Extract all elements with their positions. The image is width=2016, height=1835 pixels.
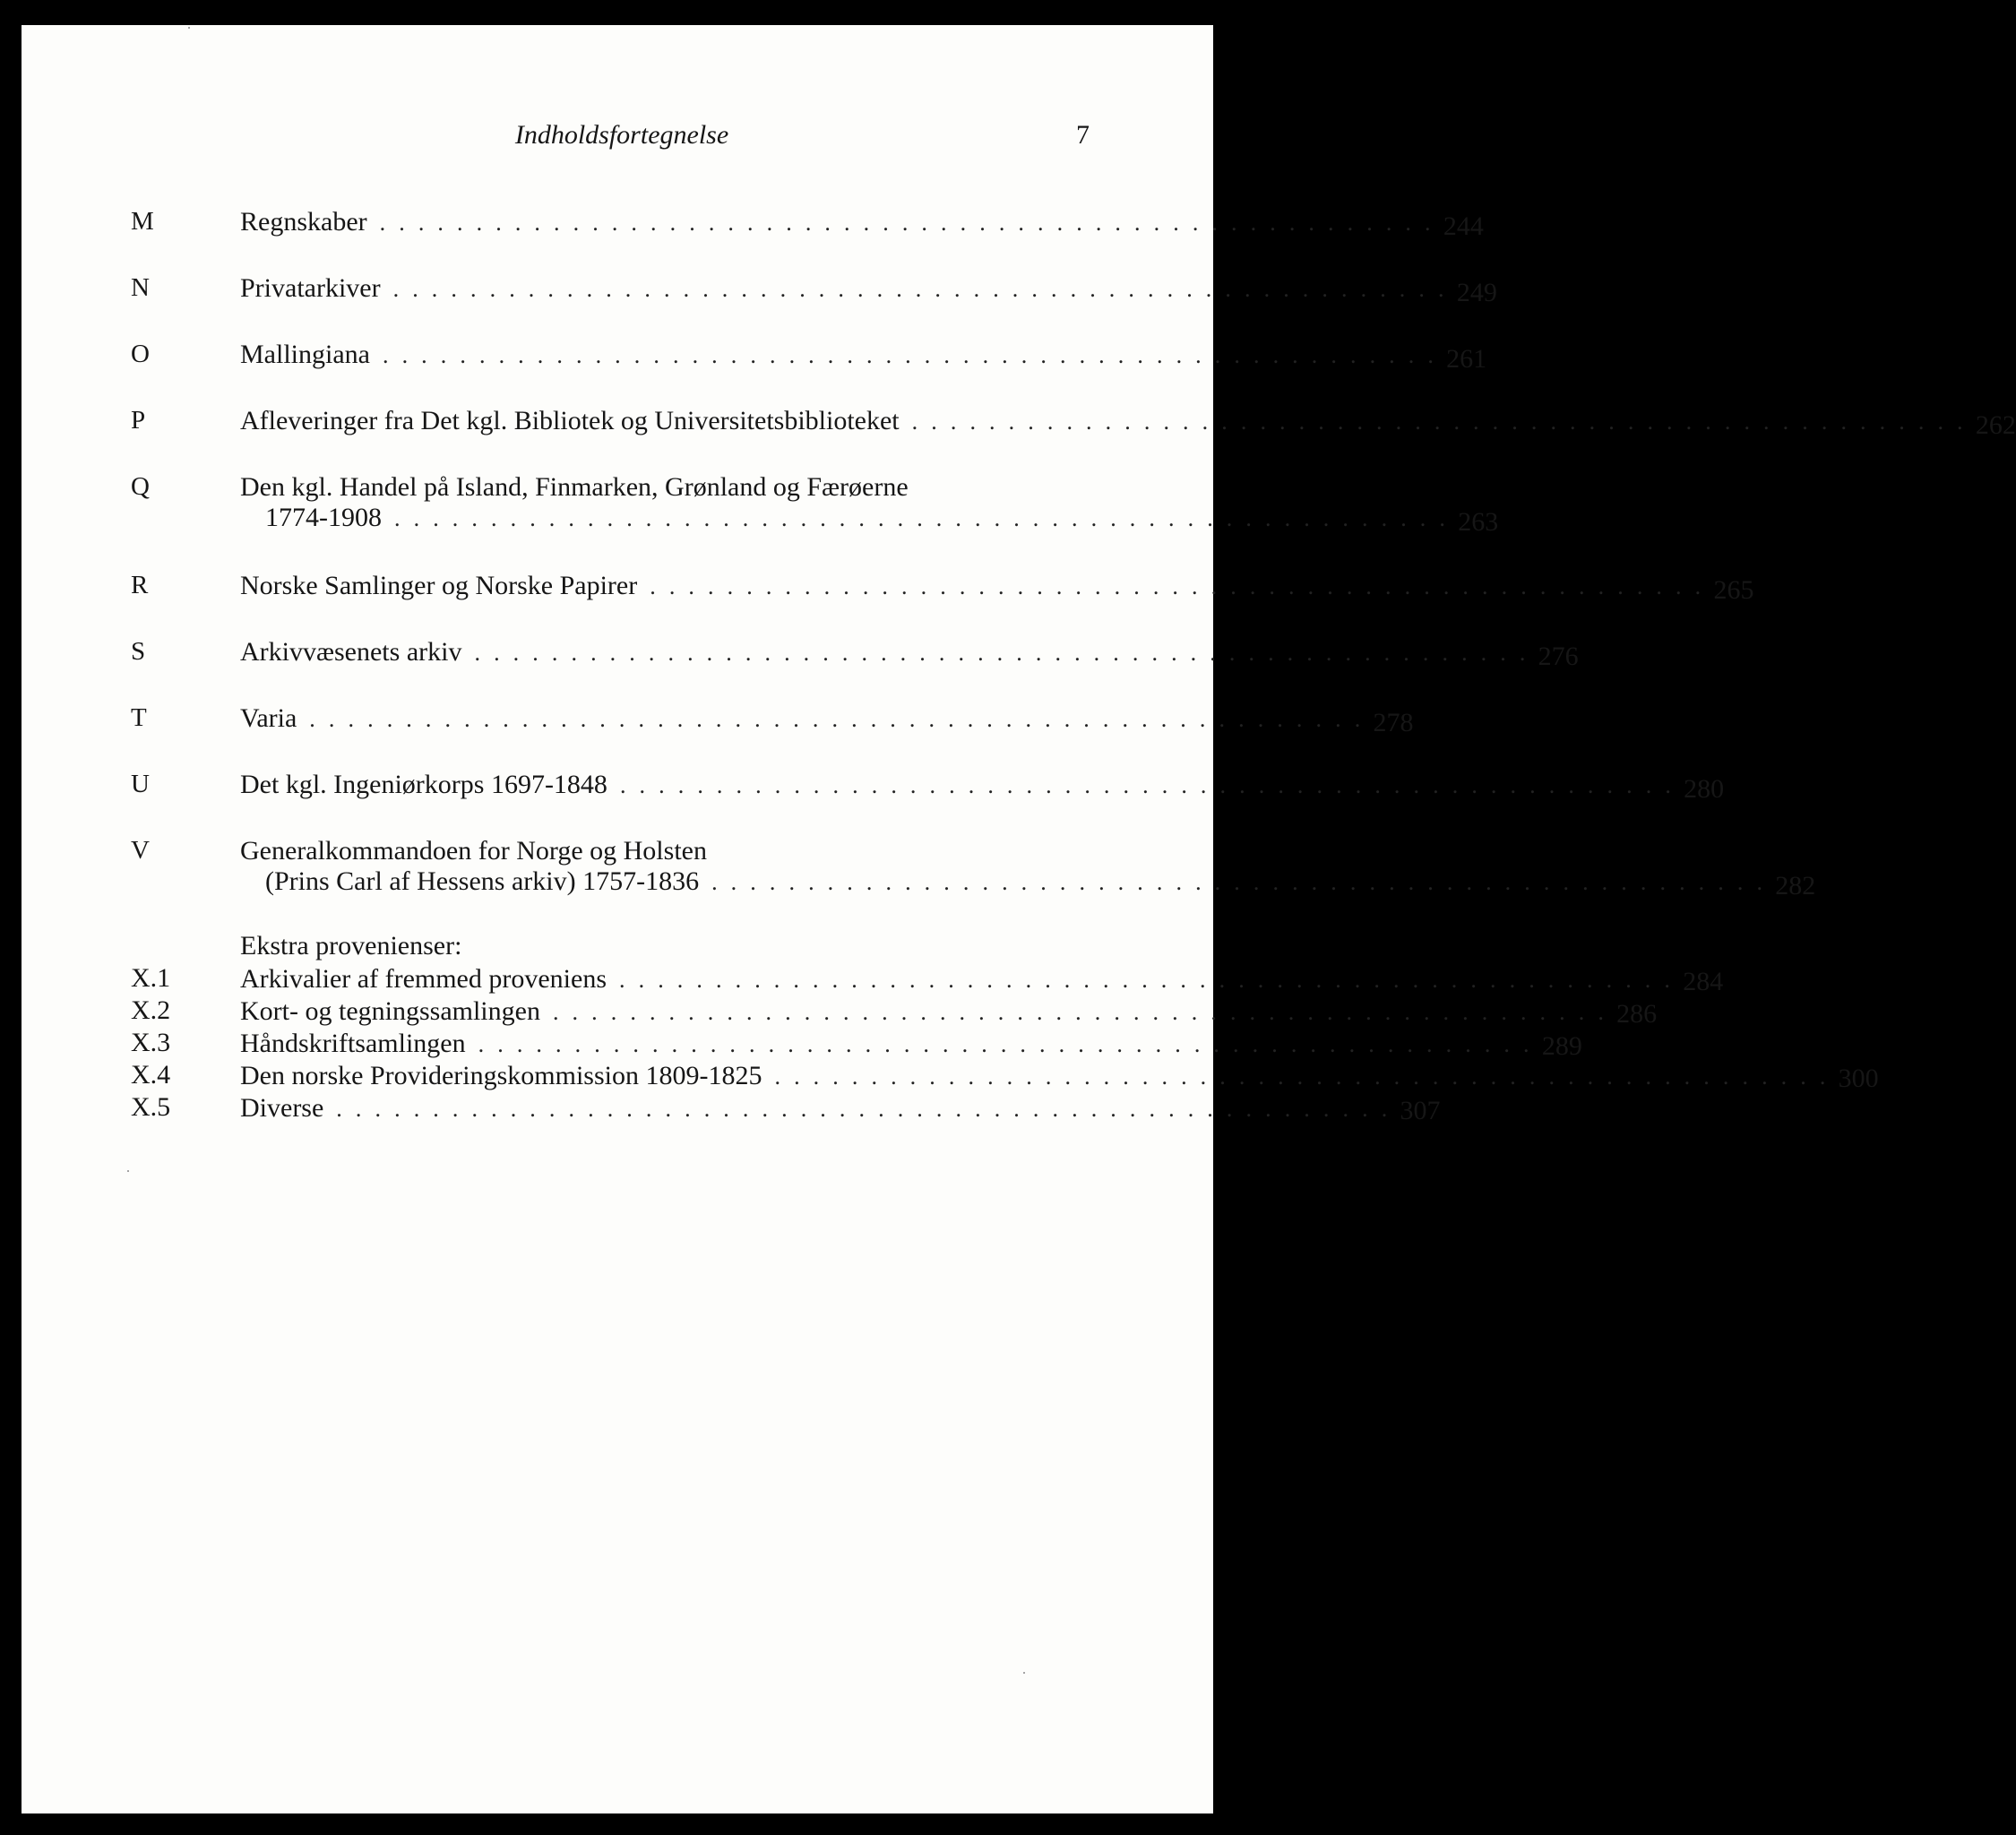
entry-page: 307 [1400,1096,1441,1125]
entry-page: 244 [1443,211,1484,241]
entry-title: Varia [240,703,297,733]
entry-letter: N [131,273,150,302]
dot-leader: . . . . . . . . . . . . . . . . . . . . . . . . . . . . . . . . . . . . . . . . . . . . . . . . . . . . . . . [619,967,1675,993]
entry-title: Den norske Provideringskommission 1809-1825 [240,1061,762,1090]
entry-page: 249 [1456,278,1497,307]
entry-title: Generalkommandoen for Norge og Holsten [240,836,707,866]
entry-page: 284 [1683,967,1724,996]
dot-leader: . . . . . . . . . . . . . . . . . . . . . . . . . . . . . . . . . . . . . . . . . . . . . . . . . . . . . . . [774,1064,1830,1090]
entry-page: 263 [1458,507,1499,537]
page-number: 7 [1076,120,1090,150]
dot-leader: . . . . . . . . . . . . . . . . . . . . . . . . . . . . . . . . . . . . . . . . . . . . . . . . . . . . . . . [392,276,1448,302]
dot-leader: . . . . . . . . . . . . . . . . . . . . . . . . . . . . . . . . . . . . . . . . . . . . . . . . . . . . . . . [619,772,1676,798]
entry-line [240,769,1725,804]
entry-title: Det kgl. Ingeniørkorps 1697-1848 [240,770,607,799]
entry-title: Arkivvæsenets arkiv [240,637,462,667]
entry-page: 265 [1713,575,1754,605]
entry-title: Privatarkiver [240,273,381,303]
entry-letter: T [131,703,147,732]
entry-title: Mallingiana [240,340,370,369]
entry-number: X.5 [131,1092,171,1122]
entry-line [240,1060,1879,1093]
dot-leader: . . . . . . . . . . . . . . . . . . . . . . . . . . . . . . . . . . . . . . . . . . . . . . . . . . . . . . . [478,1031,1533,1057]
extra-heading: Ekstra provenienser: [240,931,462,961]
entry-line [240,570,1754,605]
entry-letter: S [131,637,146,666]
entry-line [240,1028,1582,1061]
entry-line [265,866,1816,900]
entry-letter: O [131,340,150,368]
entry-title-continuation: 1774-1908 [265,503,382,532]
entry-letter: P [131,406,146,435]
entry-line [240,1092,1441,1125]
dot-leader: . . . . . . . . . . . . . . . . . . . . . . . . . . . . . . . . . . . . . . . . . . . . . . . . . . . . . . . [379,210,1434,236]
entry-title: Norske Samlinger og Norske Papirer [240,571,638,600]
entry-line [265,502,1499,537]
entry-line [240,963,1724,996]
entry-page: 300 [1838,1064,1879,1093]
entry-title: Den kgl. Handel på Island, Finmarken, Grønland og Færøerne [240,472,909,502]
entry-letter: U [131,770,150,798]
entry-letter: R [131,571,149,599]
entry-line [240,702,1414,737]
entry-line [240,995,1658,1029]
running-header-title: Indholdsfortegnelse [514,120,729,150]
entry-title: Arkivalier af fremmed proveniens [240,964,607,994]
dot-leader: . . . . . . . . . . . . . . . . . . . . . . . . . . . . . . . . . . . . . . . . . . . . . . . . . . . . . . . [911,409,1967,435]
dot-leader: . . . . . . . . . . . . . . . . . . . . . . . . . . . . . . . . . . . . . . . . . . . . . . . . . . . . . . . [382,342,1438,368]
entry-page: 282 [1775,871,1816,900]
entry-letter: V [131,836,150,865]
entry-line [240,206,1484,241]
entry-number: X.3 [131,1028,171,1057]
scan-speck [1023,1672,1025,1674]
document-page [22,25,2016,1813]
scan-speck [127,1170,129,1172]
entry-page: 280 [1684,774,1725,804]
entry-page: 278 [1373,708,1414,737]
entry-line [240,636,1579,671]
entry-title: Regnskaber [240,207,367,237]
entry-line [240,272,1497,307]
dot-leader: . . . . . . . . . . . . . . . . . . . . . . . . . . . . . . . . . . . . . . . . . . . . . . . . . . . . . . . [711,869,1767,895]
dot-leader: . . . . . . . . . . . . . . . . . . . . . . . . . . . . . . . . . . . . . . . . . . . . . . . . . . . . . . . [394,505,1450,531]
entry-title-continuation: (Prins Carl af Hessens arkiv) 1757-1836 [265,866,700,896]
entry-title: Afleveringer fra Det kgl. Bibliotek og Universitetsbiblioteket [240,406,900,435]
dot-leader: . . . . . . . . . . . . . . . . . . . . . . . . . . . . . . . . . . . . . . . . . . . . . . . . . . . . . . . [336,1096,1391,1122]
entry-number: X.1 [131,963,171,993]
entry-page: 261 [1446,344,1487,374]
entry-number: X.2 [131,995,171,1025]
entry-title: Håndskriftsamlingen [240,1029,466,1058]
entry-page: 276 [1538,642,1579,671]
dot-leader: . . . . . . . . . . . . . . . . . . . . . . . . . . . . . . . . . . . . . . . . . . . . . . . . . . . . . . . [474,640,1529,666]
entry-page: 289 [1541,1031,1582,1061]
entry-letter: Q [131,472,150,501]
scan-speck [188,27,190,29]
entry-line [240,339,1487,374]
entry-page: 262 [1975,410,2016,440]
entry-number: X.4 [131,1060,171,1090]
entry-line [240,405,2016,440]
entry-title: Diverse [240,1093,324,1123]
dot-leader: . . . . . . . . . . . . . . . . . . . . . . . . . . . . . . . . . . . . . . . . . . . . . . . . . . . . . . . [309,706,1365,732]
dot-leader: . . . . . . . . . . . . . . . . . . . . . . . . . . . . . . . . . . . . . . . . . . . . . . . . . . . . . . . [552,999,1608,1025]
entry-page: 286 [1616,999,1658,1029]
entry-letter: M [131,207,154,236]
entry-title: Kort- og tegningssamlingen [240,996,540,1026]
dot-leader: . . . . . . . . . . . . . . . . . . . . . . . . . . . . . . . . . . . . . . . . . . . . . . . . . . . . . . . [650,573,1705,599]
